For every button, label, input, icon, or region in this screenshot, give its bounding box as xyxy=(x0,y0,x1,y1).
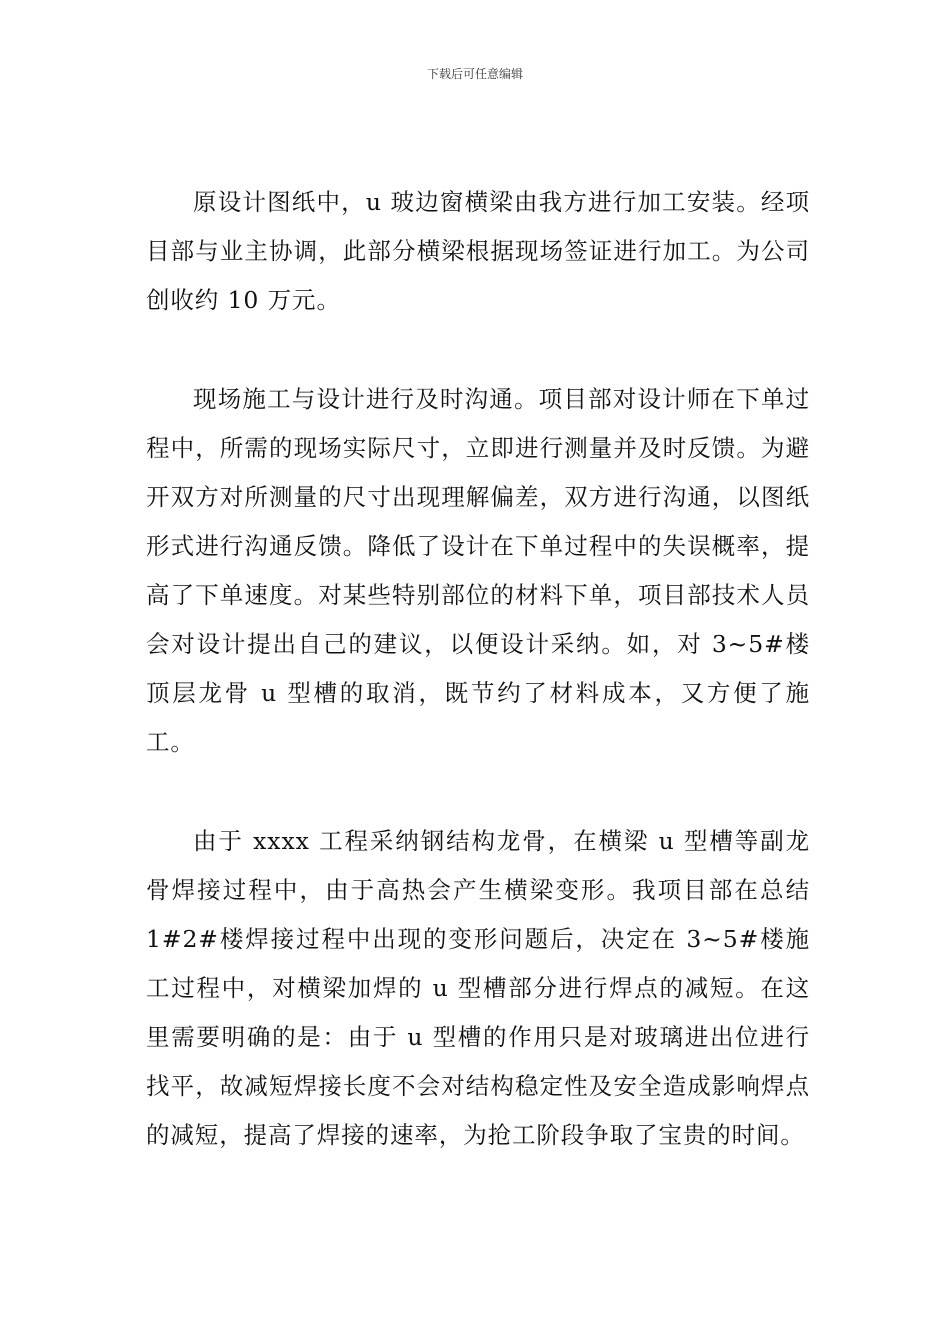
paragraph-2: 现场施工与设计进行及时沟通。项目部对设计师在下单过程中，所需的现场实际尺寸，立即进行测量并及时反馈。为避开双方对所测量的尺寸出现理解偏差，双方进行沟通，以图纸形式进行沟通反馈。降低了设计在下单过程中的失误概率，提高了下单速度。对某些特别部位的材料下单，项目部技术人员会对设计提出自己的建议，以便设计采纳。如，对 3~5#楼顶层龙骨 u 型槽的取消，既节约了材料成本，又方便了施工。 xyxy=(146,385,810,756)
paragraph-1: 原设计图纸中，u 玻边窗横梁由我方进行加工安装。经项目部与业主协调，此部分横梁根据现场签证进行加工。为公司创收约 10 万元。 xyxy=(146,188,810,314)
document-body xyxy=(146,178,810,1160)
header-note: 下载后可任意编辑 xyxy=(426,67,523,81)
paragraph-3: 由于 xxxx 工程采纳钢结构龙骨，在横梁 u 型槽等副龙骨焊接过程中，由于高热会产生横梁变形。我项目部在总结 1#2#楼焊接过程中出现的变形问题后，决定在 3~5#楼施工过程中，对横梁加焊的 u 型槽部分进行焊点的减短。在这里需要明确的是：由于 u 型槽的作用只是对玻璃进出位进行找平，故减短焊接长度不会对结构稳定性及安全造成影响焊点的减短，提高了焊接的速率，为抢工阶段争取了宝贵的时间。 xyxy=(146,827,810,1149)
